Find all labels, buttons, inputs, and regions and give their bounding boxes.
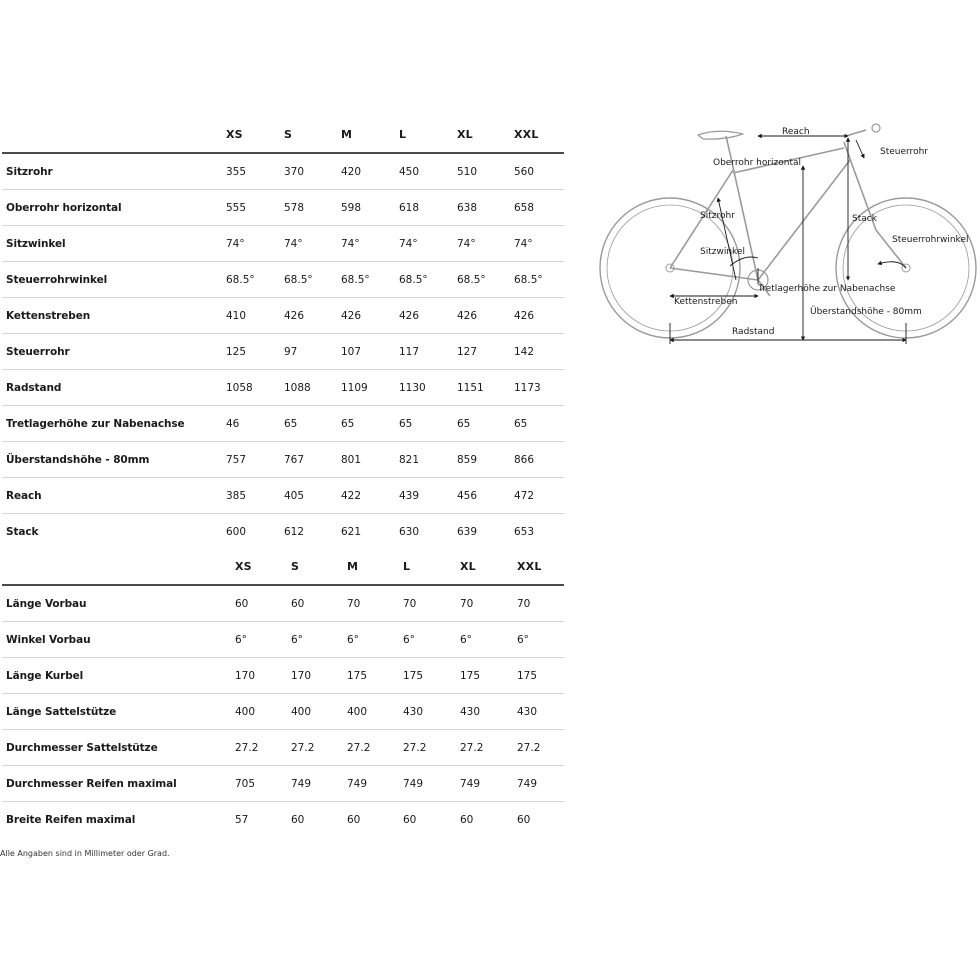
row-label: Länge Kurbel — [6, 670, 84, 682]
table-cell: 749 — [517, 778, 538, 790]
table-cell: 618 — [399, 202, 420, 214]
table-cell: 60 — [460, 814, 474, 826]
table-cell: 612 — [284, 526, 305, 538]
table-cell: 60 — [403, 814, 417, 826]
table-cell: 385 — [226, 490, 247, 502]
table-cell: 27.2 — [460, 742, 484, 754]
table-cell: 175 — [347, 670, 368, 682]
row-label: Steuerrohrwinkel — [6, 274, 108, 286]
table-cell: 6° — [347, 634, 359, 646]
footnote: Alle Angaben sind in Millimeter oder Grad. — [0, 849, 170, 858]
table-row — [2, 658, 564, 694]
table-cell: 1088 — [284, 382, 311, 394]
table-cell: 74° — [226, 238, 245, 250]
row-label: Sitzrohr — [6, 166, 53, 178]
table-cell: 65 — [514, 418, 528, 430]
table-cell: 639 — [457, 526, 478, 538]
table-cell: 630 — [399, 526, 420, 538]
table-cell: 70 — [517, 598, 531, 610]
table-cell: 175 — [517, 670, 538, 682]
row-label: Überstandshöhe - 80mm — [6, 454, 150, 466]
label-kettenstreben: Kettenstreben — [674, 297, 738, 307]
table-row — [2, 406, 564, 442]
size-header-l: L — [399, 128, 407, 141]
table-row — [2, 514, 564, 549]
table-cell: 125 — [226, 346, 247, 358]
table-cell: 859 — [457, 454, 478, 466]
components-table — [2, 550, 564, 837]
table-cell: 749 — [460, 778, 481, 790]
label-radstand: Radstand — [732, 327, 775, 337]
table-cell: 68.5° — [514, 274, 543, 286]
table-cell: 70 — [403, 598, 417, 610]
table-cell: 749 — [347, 778, 368, 790]
bike-frame — [670, 124, 906, 296]
size-header-s: S — [284, 128, 293, 141]
table-cell: 400 — [235, 706, 256, 718]
size-header-l: L — [403, 560, 411, 573]
table-cell: 60 — [235, 598, 249, 610]
table-cell: 170 — [291, 670, 312, 682]
table-cell: 450 — [399, 166, 420, 178]
table-cell: 65 — [284, 418, 298, 430]
table-cell: 410 — [226, 310, 247, 322]
row-label: Oberrohr horizontal — [6, 202, 122, 214]
size-header-xs: XS — [226, 128, 243, 141]
table-cell: 1151 — [457, 382, 484, 394]
table-cell: 472 — [514, 490, 535, 502]
table-cell: 107 — [341, 346, 362, 358]
table-cell: 27.2 — [235, 742, 259, 754]
table-cell: 430 — [403, 706, 424, 718]
table-cell: 422 — [341, 490, 362, 502]
table-cell: 142 — [514, 346, 535, 358]
table-row — [2, 766, 564, 802]
row-label: Kettenstreben — [6, 310, 91, 322]
size-header-xxl: XXL — [514, 128, 539, 141]
table-cell: 426 — [284, 310, 305, 322]
table-cell: 74° — [514, 238, 533, 250]
size-header-xxl: XXL — [517, 560, 542, 573]
table-cell: 370 — [284, 166, 305, 178]
table-cell: 426 — [514, 310, 535, 322]
table-cell: 1058 — [226, 382, 253, 394]
table-cell: 68.5° — [457, 274, 486, 286]
row-label: Steuerrohr — [6, 346, 70, 358]
diagram-labels — [674, 127, 968, 337]
table-cell: 400 — [291, 706, 312, 718]
table-cell: 175 — [403, 670, 424, 682]
size-header-m: M — [347, 560, 359, 573]
label-ueberstand: Überstandshöhe - 80mm — [810, 307, 922, 317]
label-sitzrohr: Sitzrohr — [700, 211, 735, 221]
row-label: Tretlagerhöhe zur Nabenachse — [6, 418, 185, 430]
table-cell: 65 — [399, 418, 413, 430]
table-cell: 74° — [457, 238, 476, 250]
label-tretlager: Tretlagerhöhe zur Nabenachse — [758, 284, 896, 294]
table-cell: 74° — [284, 238, 303, 250]
table-cell: 400 — [347, 706, 368, 718]
table-cell: 6° — [403, 634, 415, 646]
table-cell: 430 — [517, 706, 538, 718]
table-cell: 68.5° — [341, 274, 370, 286]
table-cell: 60 — [291, 598, 305, 610]
table-cell: 1130 — [399, 382, 426, 394]
table-row — [2, 802, 564, 837]
table-row — [2, 262, 564, 298]
table-cell: 27.2 — [291, 742, 315, 754]
table-cell: 801 — [341, 454, 362, 466]
table-row — [2, 190, 564, 226]
table-cell: 658 — [514, 202, 535, 214]
table-cell: 27.2 — [403, 742, 427, 754]
table-cell: 426 — [457, 310, 478, 322]
table-cell: 127 — [457, 346, 478, 358]
table-cell: 600 — [226, 526, 247, 538]
table-cell: 60 — [517, 814, 531, 826]
table-row — [2, 298, 564, 334]
row-label: Durchmesser Sattelstütze — [6, 742, 158, 754]
size-header-m: M — [341, 128, 353, 141]
table-row — [2, 334, 564, 370]
table-cell: 757 — [226, 454, 247, 466]
table-cell: 749 — [403, 778, 424, 790]
table-cell: 749 — [291, 778, 312, 790]
row-label: Stack — [6, 526, 39, 538]
table-row — [2, 730, 564, 766]
table-cell: 653 — [514, 526, 535, 538]
table-cell: 74° — [341, 238, 360, 250]
table-cell: 456 — [457, 490, 478, 502]
size-header-xl: XL — [460, 560, 476, 573]
table-cell: 578 — [284, 202, 305, 214]
components-rows — [2, 586, 564, 837]
table-cell: 117 — [399, 346, 420, 358]
table-cell: 68.5° — [226, 274, 255, 286]
table-cell: 60 — [347, 814, 361, 826]
row-label: Länge Sattelstütze — [6, 706, 117, 718]
table-cell: 65 — [457, 418, 471, 430]
table-cell: 70 — [347, 598, 361, 610]
table-cell: 705 — [235, 778, 256, 790]
table-row — [2, 442, 564, 478]
table-row — [2, 586, 564, 622]
label-sitzwinkel: Sitzwinkel — [700, 247, 745, 257]
row-label: Winkel Vorbau — [6, 634, 91, 646]
table-row — [2, 694, 564, 730]
size-header-xl: XL — [457, 128, 473, 141]
table-cell: 821 — [399, 454, 420, 466]
table-row — [2, 226, 564, 262]
table-cell: 430 — [460, 706, 481, 718]
table-cell: 6° — [235, 634, 247, 646]
row-label: Länge Vorbau — [6, 598, 87, 610]
table-cell: 170 — [235, 670, 256, 682]
table-cell: 57 — [235, 814, 249, 826]
table-cell: 68.5° — [399, 274, 428, 286]
row-label: Breite Reifen maximal — [6, 814, 136, 826]
table-cell: 97 — [284, 346, 298, 358]
label-steuerrohr: Steuerrohr — [880, 147, 928, 157]
table-cell: 60 — [291, 814, 305, 826]
label-oberrohr: Oberrohr horizontal — [713, 158, 802, 168]
row-label: Radstand — [6, 382, 62, 394]
table-cell: 439 — [399, 490, 420, 502]
size-header-xs: XS — [235, 560, 252, 573]
table-cell: 638 — [457, 202, 478, 214]
table-cell: 866 — [514, 454, 535, 466]
table-row — [2, 154, 564, 190]
label-reach: Reach — [782, 127, 810, 137]
table-cell: 420 — [341, 166, 362, 178]
table-cell: 560 — [514, 166, 535, 178]
table-cell: 510 — [457, 166, 478, 178]
geometry-table — [2, 118, 564, 549]
table-cell: 6° — [460, 634, 472, 646]
label-steuerrohrwinkel: Steuerrohrwinkel — [892, 235, 969, 245]
table-cell: 70 — [460, 598, 474, 610]
row-label: Durchmesser Reifen maximal — [6, 778, 177, 790]
components-header-row — [2, 550, 564, 586]
table-row — [2, 370, 564, 406]
table-cell: 1173 — [514, 382, 541, 394]
row-label: Reach — [6, 490, 42, 502]
table-cell: 1109 — [341, 382, 368, 394]
table-cell: 426 — [399, 310, 420, 322]
table-cell: 405 — [284, 490, 305, 502]
table-cell: 767 — [284, 454, 305, 466]
table-cell: 6° — [291, 634, 303, 646]
table-cell: 74° — [399, 238, 418, 250]
geometry-rows — [2, 154, 564, 549]
table-cell: 621 — [341, 526, 362, 538]
table-row — [2, 478, 564, 514]
table-row — [2, 622, 564, 658]
bike-geometry-diagram — [598, 118, 980, 358]
row-label: Sitzwinkel — [6, 238, 66, 250]
table-cell: 355 — [226, 166, 247, 178]
table-cell: 6° — [517, 634, 529, 646]
table-cell: 598 — [341, 202, 362, 214]
table-cell: 27.2 — [517, 742, 541, 754]
table-cell: 27.2 — [347, 742, 371, 754]
table-cell: 65 — [341, 418, 355, 430]
table-cell: 426 — [341, 310, 362, 322]
table-cell: 46 — [226, 418, 240, 430]
size-header-s: S — [291, 560, 300, 573]
table-cell: 555 — [226, 202, 247, 214]
label-stack: Stack — [852, 214, 877, 224]
geometry-header-row — [2, 118, 564, 154]
table-cell: 68.5° — [284, 274, 313, 286]
table-cell: 175 — [460, 670, 481, 682]
